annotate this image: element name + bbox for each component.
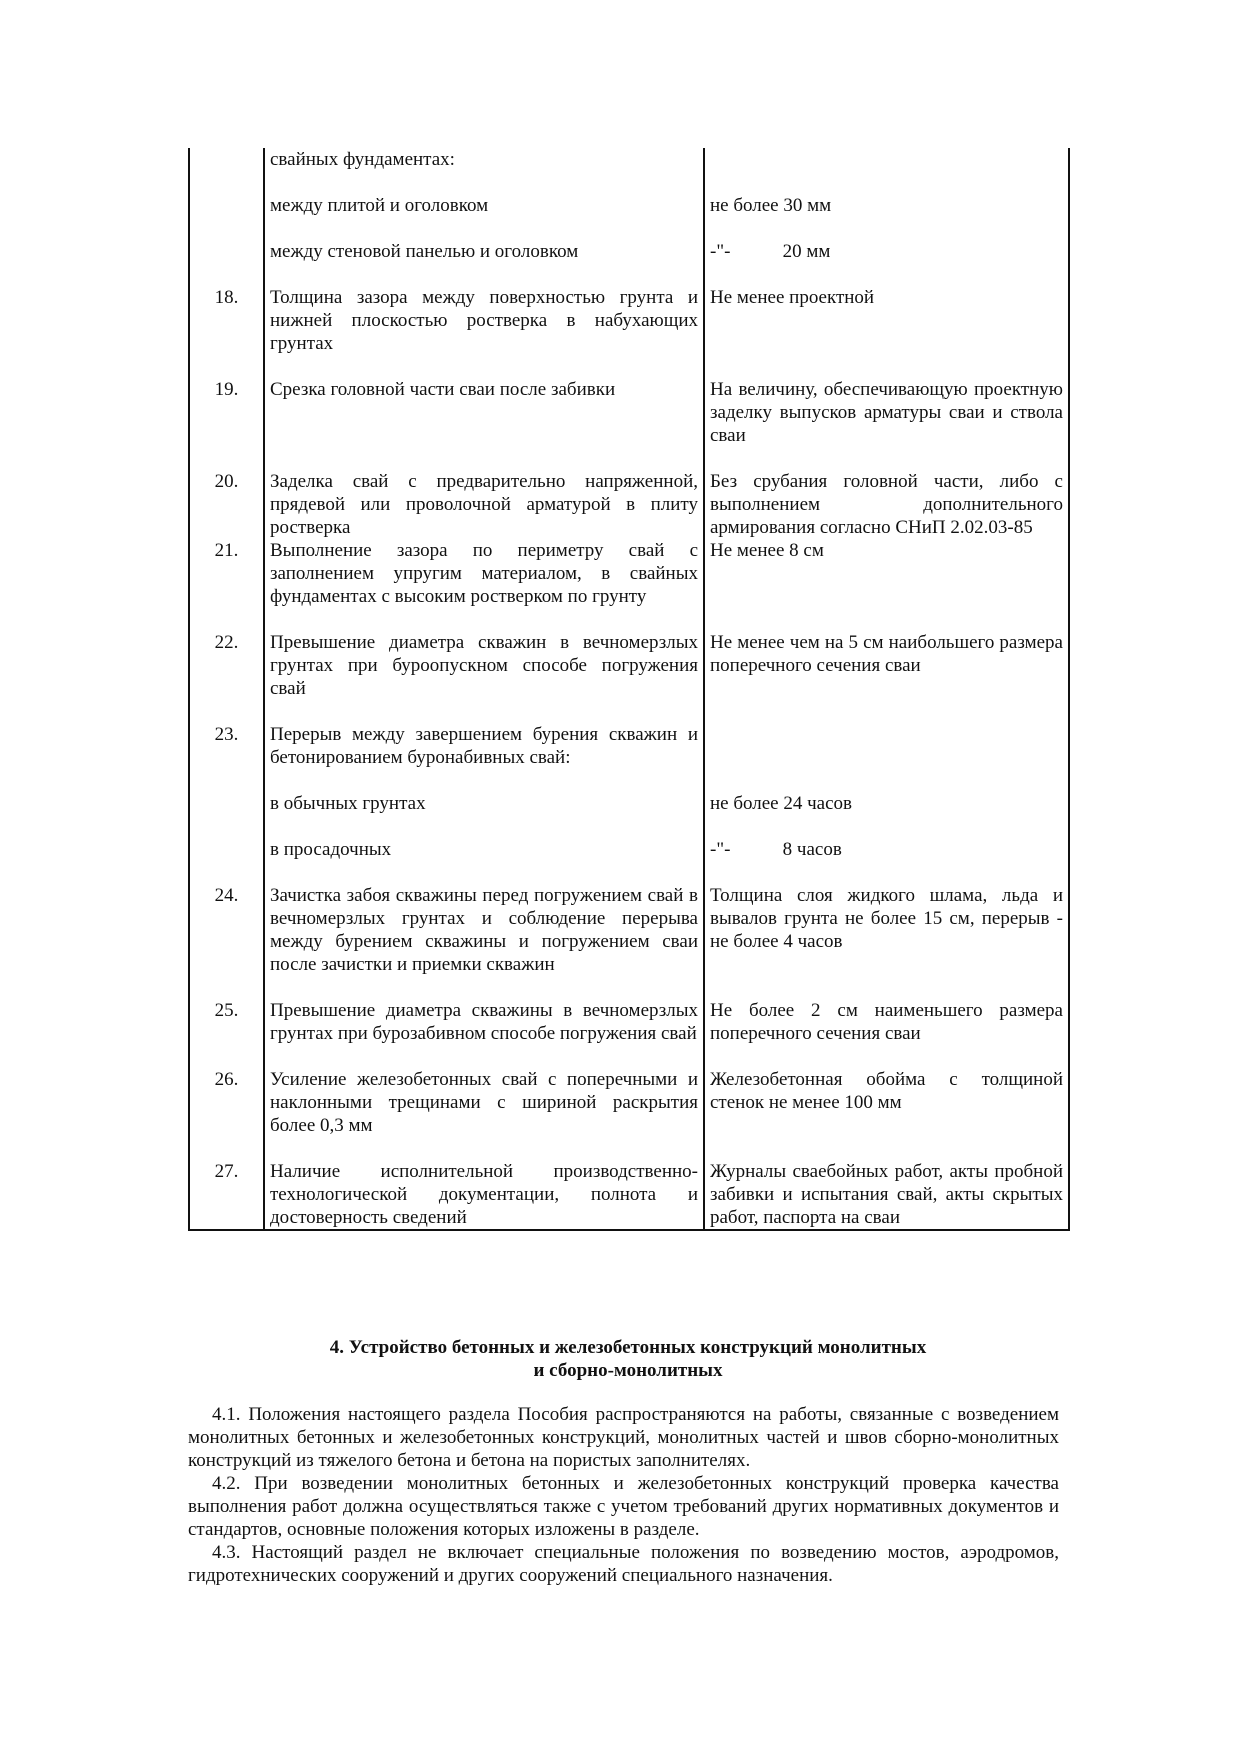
table-row bbox=[189, 1068, 1069, 1160]
row-requirement: не более 30 мм bbox=[704, 194, 1069, 240]
row-number: 27. bbox=[189, 1160, 264, 1230]
row-requirement: Железобетонная обойма с толщиной стенок не менее 100 мм bbox=[704, 1068, 1069, 1160]
table-row bbox=[189, 1160, 1069, 1230]
section-body bbox=[188, 1403, 1059, 1587]
table-row bbox=[189, 631, 1069, 723]
table-row bbox=[189, 723, 1069, 792]
row-requirement: Не менее проектной bbox=[704, 286, 1069, 378]
section-heading-line-2: и сборно-монолитных bbox=[533, 1360, 723, 1381]
table-row bbox=[189, 286, 1069, 378]
row-requirement: Без срубания головной части, либо с выполнением дополнительного армирования согласно СНиП 2.02.03-85 bbox=[704, 470, 1069, 539]
row-requirement: не более 24 часов bbox=[704, 792, 1069, 838]
table-row bbox=[189, 470, 1069, 539]
row-number bbox=[189, 194, 264, 240]
paragraph-4-3: 4.3. Настоящий раздел не включает специальные положения по возведению мостов, аэродромов, гидротехнических сооружений и других сооружений специального назначения. bbox=[188, 1542, 1059, 1586]
requirements-table bbox=[188, 148, 1070, 1231]
row-requirement: Толщина слоя жидкого шлама, льда и вывалов грунта не более 15 см, перерыв - не более 4 часов bbox=[704, 884, 1069, 999]
row-description: Зачистка забоя скважины перед погружением свай в вечномерзлых грунтах и соблюдение перерыва между бурением скважины и погружением сваи после зачистки и приемки скважин bbox=[264, 884, 704, 999]
section-heading bbox=[188, 1336, 1068, 1382]
table-row bbox=[189, 884, 1069, 999]
row-number: 25. bbox=[189, 999, 264, 1068]
row-number: 24. bbox=[189, 884, 264, 999]
row-number bbox=[189, 838, 264, 884]
row-requirement: Не менее чем на 5 см наибольшего размера поперечного сечения сваи bbox=[704, 631, 1069, 723]
row-description: Перерыв между завершением бурения скважин и бетонированием буронабивных свай: bbox=[264, 723, 704, 792]
row-requirement: Не более 2 см наименьшего размера поперечного сечения сваи bbox=[704, 999, 1069, 1068]
row-description: Заделка свай с предварительно напряженной, прядевой или проволочной арматурой в плиту ростверка bbox=[264, 470, 704, 539]
table-row bbox=[189, 999, 1069, 1068]
row-description: в просадочных bbox=[264, 838, 704, 884]
paragraph-4-2: 4.2. При возведении монолитных бетонных и железобетонных конструкций проверка качества выполнения работ должна осуществляться также с учетом требований других нормативных документов и стандартов, основные положения которых изложены в разделе. bbox=[188, 1473, 1059, 1540]
row-requirement: Не менее 8 см bbox=[704, 539, 1069, 631]
row-description: между плитой и оголовком bbox=[264, 194, 704, 240]
row-requirement bbox=[704, 148, 1069, 194]
row-number bbox=[189, 240, 264, 286]
table-row bbox=[189, 792, 1069, 838]
table-row bbox=[189, 378, 1069, 470]
row-description: в обычных грунтах bbox=[264, 792, 704, 838]
row-number: 18. bbox=[189, 286, 264, 378]
row-description: Превышение диаметра скважины в вечномерзлых грунтах при бурозабивном способе погружения свай bbox=[264, 999, 704, 1068]
table-row bbox=[189, 838, 1069, 884]
row-description: свайных фундаментах: bbox=[264, 148, 704, 194]
row-description: Толщина зазора между поверхностью грунта и нижней плоскостью ростверка в набухающих грунтах bbox=[264, 286, 704, 378]
row-number: 23. bbox=[189, 723, 264, 792]
row-number: 20. bbox=[189, 470, 264, 539]
row-description: Наличие исполнительной производственно-технологической документации, полнота и достоверность сведений bbox=[264, 1160, 704, 1230]
table-row bbox=[189, 148, 1069, 194]
row-description: Усиление железобетонных свай с поперечными и наклонными трещинами с шириной раскрытия более 0,3 мм bbox=[264, 1068, 704, 1160]
table-row bbox=[189, 240, 1069, 286]
row-number: 21. bbox=[189, 539, 264, 631]
row-requirement: Журналы сваебойных работ, акты пробной забивки и испытания свай, акты скрытых работ, паспорта на сваи bbox=[704, 1160, 1069, 1230]
row-number: 22. bbox=[189, 631, 264, 723]
table-row bbox=[189, 194, 1069, 240]
row-number bbox=[189, 792, 264, 838]
row-number: 19. bbox=[189, 378, 264, 470]
row-number: 26. bbox=[189, 1068, 264, 1160]
section-heading-line-1: 4. Устройство бетонных и железобетонных конструкций монолитных bbox=[329, 1337, 927, 1358]
row-description: между стеновой панелью и оголовком bbox=[264, 240, 704, 286]
row-requirement bbox=[704, 723, 1069, 792]
row-description: Выполнение зазора по периметру свай с заполнением упругим материалом, в свайных фундаментах с высоким ростверком по грунту bbox=[264, 539, 704, 631]
row-requirement: -"- 20 мм bbox=[704, 240, 1069, 286]
table-row bbox=[189, 539, 1069, 631]
row-description: Превышение диаметра скважин в вечномерзлых грунтах при буроопускном способе погружения свай bbox=[264, 631, 704, 723]
row-requirement: На величину, обеспечивающую проектную заделку выпусков арматуры сваи и ствола сваи bbox=[704, 378, 1069, 470]
row-number bbox=[189, 148, 264, 194]
row-requirement: -"- 8 часов bbox=[704, 838, 1069, 884]
row-description: Срезка головной части сваи после забивки bbox=[264, 378, 704, 470]
paragraph-4-1: 4.1. Положения настоящего раздела Пособия распространяются на работы, связанные с возведением монолитных бетонных и железобетонных конструкций, монолитных частей и швов сборно-монолитных конструкций из тяжелого бетона и бетона на пористых заполнителях. bbox=[188, 1404, 1059, 1471]
